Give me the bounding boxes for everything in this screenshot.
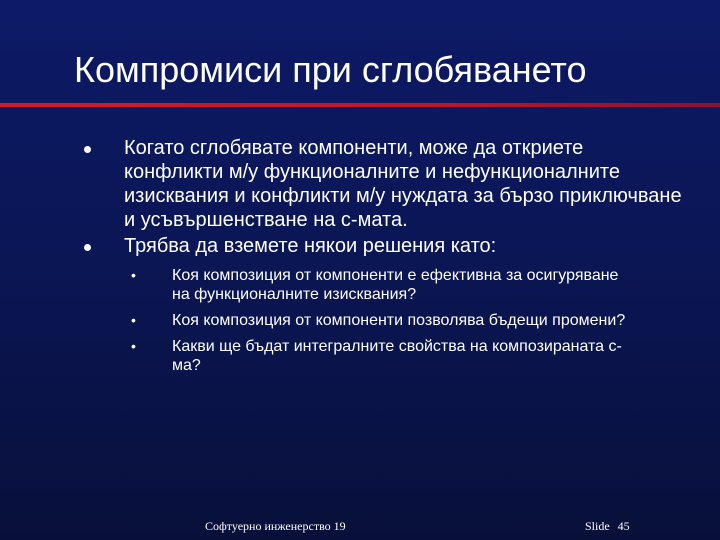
sub-bullet-icon: •	[131, 267, 136, 283]
sub-bullet-text: Какви ще бъдат интегралните свойства на композираната с-ма?	[172, 338, 622, 374]
title-divider	[0, 103, 720, 107]
sub-bullet-item	[0, 337, 720, 375]
bullet-text: Трябва да вземете някои решения като:	[124, 235, 497, 257]
bullet-list	[0, 136, 720, 382]
slide-label: Slide	[585, 519, 610, 533]
sub-bullet-list	[0, 266, 720, 375]
bullet-item	[0, 136, 720, 232]
footer-slide-number	[585, 519, 630, 534]
sub-bullet-text: Коя композиция от компоненти позволява бъдещи промени?	[172, 312, 626, 329]
sub-bullet-item	[0, 266, 720, 304]
bullet-text: Когато сглобявате компоненти, може да откриете конфликти м/у функционалните и нефункционалните изисквания и конфликти м/у нуждата за бързо приключване и усъвършенстване на с-мата.	[124, 137, 682, 231]
bullet-item	[0, 234, 720, 258]
sub-bullet-text: Коя композиция от компоненти е ефективна за осигуряване на функционалните изисквания?	[172, 267, 619, 303]
sub-bullet-icon: •	[131, 312, 136, 328]
slide-number: 45	[617, 519, 630, 533]
sub-bullet-item	[0, 311, 720, 330]
sub-bullet-icon: •	[131, 338, 136, 354]
footer-course: Софтуерно инженерство 19	[205, 519, 346, 533]
bullet-dot-icon	[84, 146, 91, 153]
bullet-dot-icon	[84, 244, 91, 251]
slide-title: Компромиси при сглобяването	[74, 49, 587, 90]
